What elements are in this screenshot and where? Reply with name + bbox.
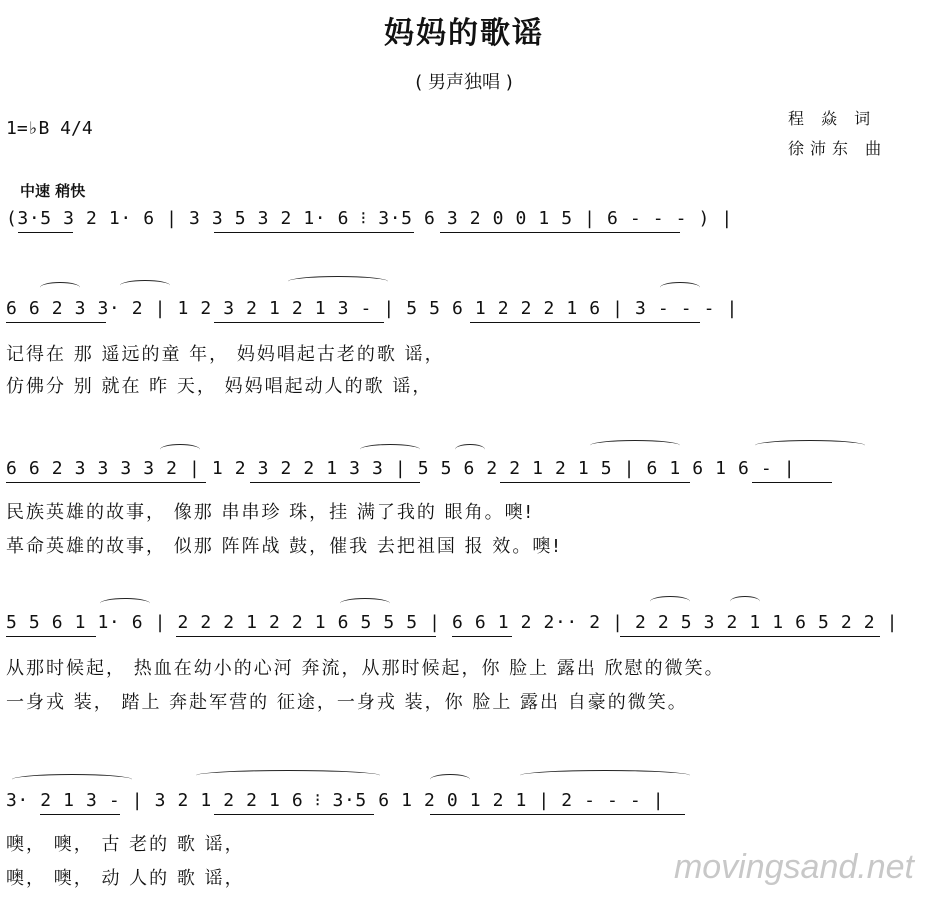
composer-credit: 徐沛东 曲 — [788, 139, 888, 158]
lyricist-credit: 程 焱 词 — [788, 109, 877, 128]
lyric-line-2-verse-1: 记得在 那 遥远的童 年， 妈妈唱起古老的歌 谣， — [6, 344, 445, 365]
lyric-line-3-verse-2: 革命英雄的故事， 似那 阵阵战 鼓，催我 去把祖国 报 效。噢! — [6, 536, 562, 557]
song-title: 妈妈的歌谣 — [384, 16, 544, 51]
lyric-line-5-verse-2: 噢， 噢， 动 人的 歌 谣， — [6, 868, 245, 889]
tempo-marking: 中速 稍快 — [20, 182, 86, 200]
site-watermark: movingsand.net — [673, 848, 914, 886]
key-signature: 1=♭B 4/4 — [6, 118, 93, 139]
notation-line-5: 3· 2 1 3 - | 3 2 1 2 2 1 6 ⁝ 3·5 6 1 2 0 1 2 1 | 2 - - - | — [6, 790, 665, 811]
notation-line-3: 6 6 2 3 3 3 3 2 | 1 2 3 2 2 1 3 3 | 5 5 6 2 2 1 2 1 5 | 6 1 6 1 6 - | — [6, 458, 796, 479]
notation-line-1: (3·5 3 2 1· 6 | 3 3 5 3 2 1· 6 ⁝ 3·5 6 3 2 0 0 1 5 | 6 - - - ) | — [6, 208, 733, 229]
lyric-line-4-verse-2: 一身戎 装， 踏上 奔赴军营的 征途，一身戎 装，你 脸上 露出 自豪的微笑。 — [6, 692, 688, 713]
lyric-line-2-verse-2: 仿佛分 别 就在 昨 天， 妈妈唱起动人的歌 谣， — [6, 376, 433, 397]
song-subtitle: ( 男声独唱 ) — [415, 72, 513, 93]
notation-line-2: 6 6 2 3 3· 2 | 1 2 3 2 1 2 1 3 - | 5 5 6 1 2 2 2 1 6 | 3 - - - | — [6, 298, 738, 319]
notation-line-4: 5 5 6 1 1· 6 | 2 2 2 1 2 2 1 6 5 5 5 | 6 6 1 2 2·· 2 | 2 2 5 3 2 1 1 6 5 2 2 | — [6, 612, 899, 633]
lyric-line-3-verse-1: 民族英雄的故事， 像那 串串珍 珠，挂 满了我的 眼角。噢! — [6, 502, 534, 523]
lyric-line-5-verse-1: 噢， 噢， 古 老的 歌 谣， — [6, 834, 245, 855]
lyric-line-4-verse-1: 从那时候起， 热血在幼小的心河 奔流，从那时候起，你 脸上 露出 欣慰的微笑。 — [6, 658, 725, 679]
